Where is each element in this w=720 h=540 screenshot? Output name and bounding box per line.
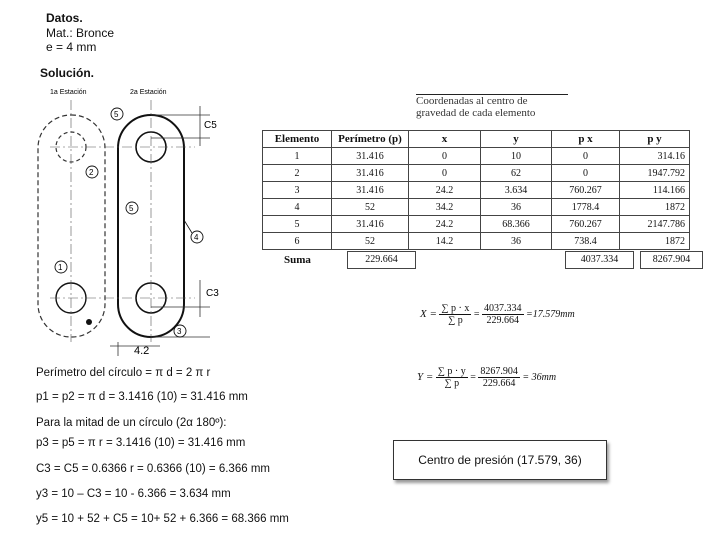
- table-row: [263, 182, 690, 199]
- cell: 34.2: [409, 199, 481, 216]
- first-station-outline: [38, 115, 105, 337]
- y-equals: =: [470, 371, 476, 383]
- c5-label: C5: [204, 120, 217, 131]
- cell: 6: [263, 233, 332, 250]
- note-y5: y5 = 10 + 52 + C5 = 10+ 52 + 6.366 = 68.366 mm: [36, 513, 289, 525]
- datos-espesor: e = 4 mm: [46, 40, 97, 54]
- datos-material: Mat.: Bronce: [46, 26, 115, 40]
- col-elemento: Elemento: [263, 131, 332, 148]
- x-sum-den: ∑ p: [448, 315, 463, 326]
- col-x: x: [409, 131, 481, 148]
- marker-3-label: 3: [177, 327, 182, 336]
- x-formula: [420, 303, 575, 326]
- note-p1-p2: p1 = p2 = π d = 3.1416 (10) = 31.416 mm: [36, 391, 248, 403]
- cell: 62: [481, 165, 552, 182]
- cell: 1872: [620, 199, 690, 216]
- cell: 24.2: [409, 216, 481, 233]
- cell: 52: [332, 199, 409, 216]
- cell: 31.416: [332, 165, 409, 182]
- cell: 4: [263, 199, 332, 216]
- cell: 314.16: [620, 148, 690, 165]
- cell: 3: [263, 182, 332, 199]
- cell: 36: [481, 233, 552, 250]
- cell: 0: [552, 148, 620, 165]
- note-y3: y3 = 10 – C3 = 10 - 6.366 = 3.634 mm: [36, 488, 231, 500]
- col-py: p y: [620, 131, 690, 148]
- x-result: =17.579mm: [526, 308, 575, 320]
- y-sum-num: ∑ p · y: [437, 366, 466, 377]
- note-c3-c5: C3 = C5 = 0.6366 r = 0.6366 (10) = 6.366 mm: [36, 463, 270, 475]
- table-row: [263, 148, 690, 165]
- cell: 0: [409, 165, 481, 182]
- cell: 31.416: [332, 182, 409, 199]
- x-lhs: X =: [420, 307, 437, 320]
- cell: 0: [552, 165, 620, 182]
- link-diagram: [30, 80, 250, 358]
- col-perimetro: Perímetro (p): [332, 131, 409, 148]
- table-row: [263, 216, 690, 233]
- y-sum-fraction: [436, 366, 468, 389]
- marker-1-label: 1: [58, 263, 63, 272]
- y-lhs: Y =: [417, 370, 434, 383]
- cell: 14.2: [409, 233, 481, 250]
- cell: 5: [263, 216, 332, 233]
- result-box: Centro de presión (17.579, 36): [393, 440, 607, 480]
- cell: 2: [263, 165, 332, 182]
- col-y: y: [481, 131, 552, 148]
- cell: 24.2: [409, 182, 481, 199]
- x-equals: =: [473, 308, 480, 320]
- cell: 52: [332, 233, 409, 250]
- label-first-station: 1a Estación: [50, 89, 87, 96]
- table-row: [263, 233, 690, 250]
- cell: 760.267: [552, 216, 620, 233]
- cell: 36: [481, 199, 552, 216]
- x-sum-fraction: [439, 303, 471, 326]
- solucion-title: Solución.: [40, 66, 94, 80]
- note-perimeter-circle: Perímetro del círculo = π d = 2 π r: [36, 367, 211, 379]
- perimeter-table: [262, 130, 690, 250]
- label-second-station: 2a Estación: [130, 89, 167, 96]
- cell: 1: [263, 148, 332, 165]
- note-half-circle: Para la mitad de un círculo (2α 180º):: [36, 417, 227, 429]
- cell: 10: [481, 148, 552, 165]
- x-value-num: 4037.334: [484, 303, 522, 314]
- y-formula: [417, 366, 556, 389]
- cell: 0: [409, 148, 481, 165]
- table-header-row: [263, 131, 690, 148]
- table-row: [263, 199, 690, 216]
- cell: 1872: [620, 233, 690, 250]
- cell: 1947.792: [620, 165, 690, 182]
- cell: 68.366: [481, 216, 552, 233]
- cell: 31.416: [332, 148, 409, 165]
- suma-py: 8267.904: [640, 251, 703, 269]
- centroid-marker: [86, 319, 92, 325]
- marker-6-label: 5: [129, 204, 134, 213]
- marker-5-label: 5: [114, 110, 119, 119]
- x-sum-num: ∑ p · x: [441, 303, 470, 314]
- cell: 1778.4: [552, 199, 620, 216]
- suma-perimetro: 229.664: [347, 251, 416, 269]
- y-result: = 36mm: [522, 371, 557, 383]
- cell: 738.4: [552, 233, 620, 250]
- cell: 760.267: [552, 182, 620, 199]
- x-value-den: 229.664: [486, 315, 520, 326]
- cell: 114.166: [620, 182, 690, 199]
- col-px: p x: [552, 131, 620, 148]
- marker-2-label: 2: [89, 168, 94, 177]
- y-value-fraction: [478, 366, 520, 389]
- cell: 3.634: [481, 182, 552, 199]
- suma-label: Suma: [284, 254, 311, 266]
- dim-label: 4.2: [134, 345, 150, 357]
- coordinates-header: Coordenadas al centro de gravedad de cada elemento: [416, 94, 568, 119]
- note-p3-p5: p3 = p5 = π r = 3.1416 (10) = 31.416 mm: [36, 437, 246, 449]
- x-value-fraction: [482, 303, 524, 326]
- cell: 2147.786: [620, 216, 690, 233]
- cell: 31.416: [332, 216, 409, 233]
- c3-label: C3: [206, 288, 219, 299]
- y-sum-den: ∑ p: [444, 378, 460, 389]
- suma-px: 4037.334: [565, 251, 634, 269]
- y-value-den: 229.664: [482, 378, 516, 389]
- table-row: [263, 165, 690, 182]
- marker-4-leader: [184, 220, 192, 233]
- y-value-num: 8267.904: [480, 366, 518, 377]
- marker-4-label: 4: [194, 233, 199, 242]
- datos-title: Datos.: [46, 11, 83, 25]
